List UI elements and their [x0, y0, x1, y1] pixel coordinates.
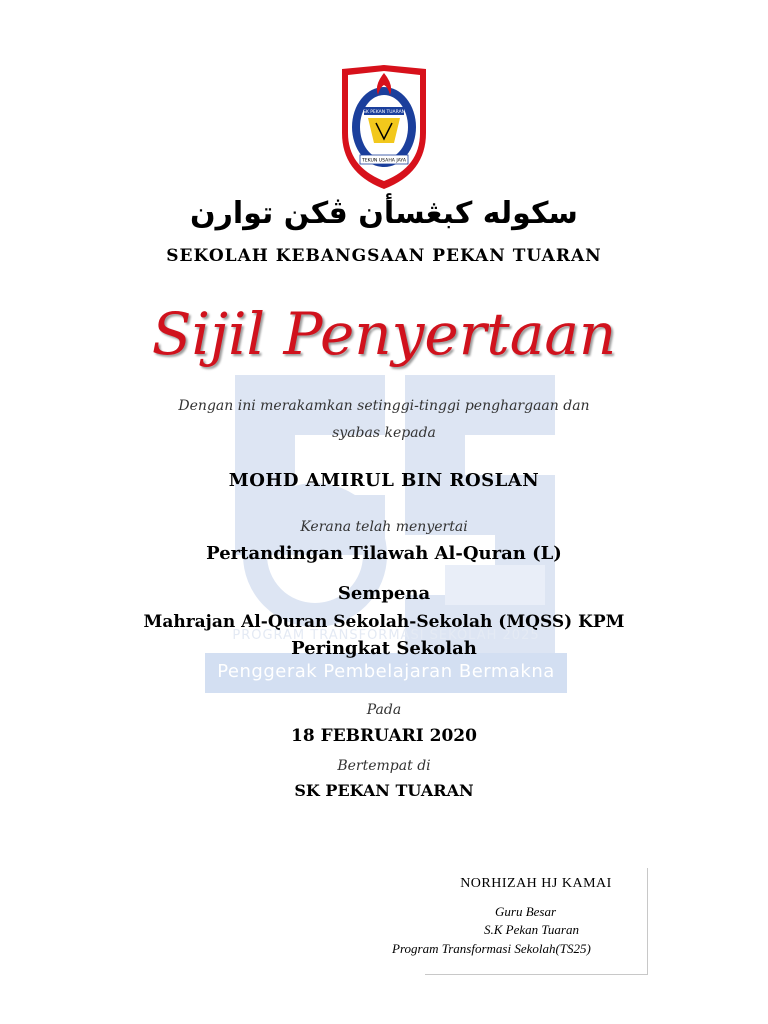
level-label: Peringkat Sekolah [291, 638, 477, 659]
school-name: SEKOLAH KEBANGSAAN PEKAN TUARAN [166, 246, 602, 266]
pada-label: Pada [366, 702, 402, 718]
event-date: 18 FEBRUARI 2020 [291, 726, 477, 746]
jawi-school-name: سکوله کبڠسأن ڤکن توارن [190, 196, 578, 231]
sempena-label: Sempena [337, 583, 431, 604]
intro-line-1: Dengan ini merakamkan setinggi-tinggi penghargaan dan [178, 398, 590, 414]
signatory-role: Guru Besar [495, 904, 557, 919]
watermark-tagline: Penggerak Pembelajaran Bermakna [217, 661, 555, 682]
certificate-title: Sijil Penyertaan [151, 300, 617, 368]
school-crest-logo [334, 63, 434, 191]
crest-motto-text: TEKUN USAHA JAYA [361, 158, 407, 164]
participation-text: Kerana telah menyertai [300, 519, 468, 535]
venue-name: SK PEKAN TUARAN [294, 781, 474, 800]
signatory-name: NORHIZAH HJ KAMAI [460, 876, 612, 891]
signatory-school: S.K Pekan Tuaran [484, 922, 579, 937]
crest-banner-text: SK PEKAN TUARAN [362, 110, 406, 115]
intro-line-2: syabas kepada [332, 425, 436, 441]
venue-label: Bertempat di [337, 758, 431, 774]
occasion-name: Mahrajan Al-Quran Sekolah-Sekolah (MQSS) KPM [143, 612, 625, 632]
watermark-program: PROGRAM TRANSFORMASI SEKOLAH 2025 [232, 628, 540, 643]
event-name: Pertandingan Tilawah Al-Quran (L) [206, 543, 562, 564]
signatory-program: Program Transformasi Sekolah(TS25) [392, 941, 591, 956]
recipient-name: MOHD AMIRUL BIN ROSLAN [228, 470, 540, 491]
